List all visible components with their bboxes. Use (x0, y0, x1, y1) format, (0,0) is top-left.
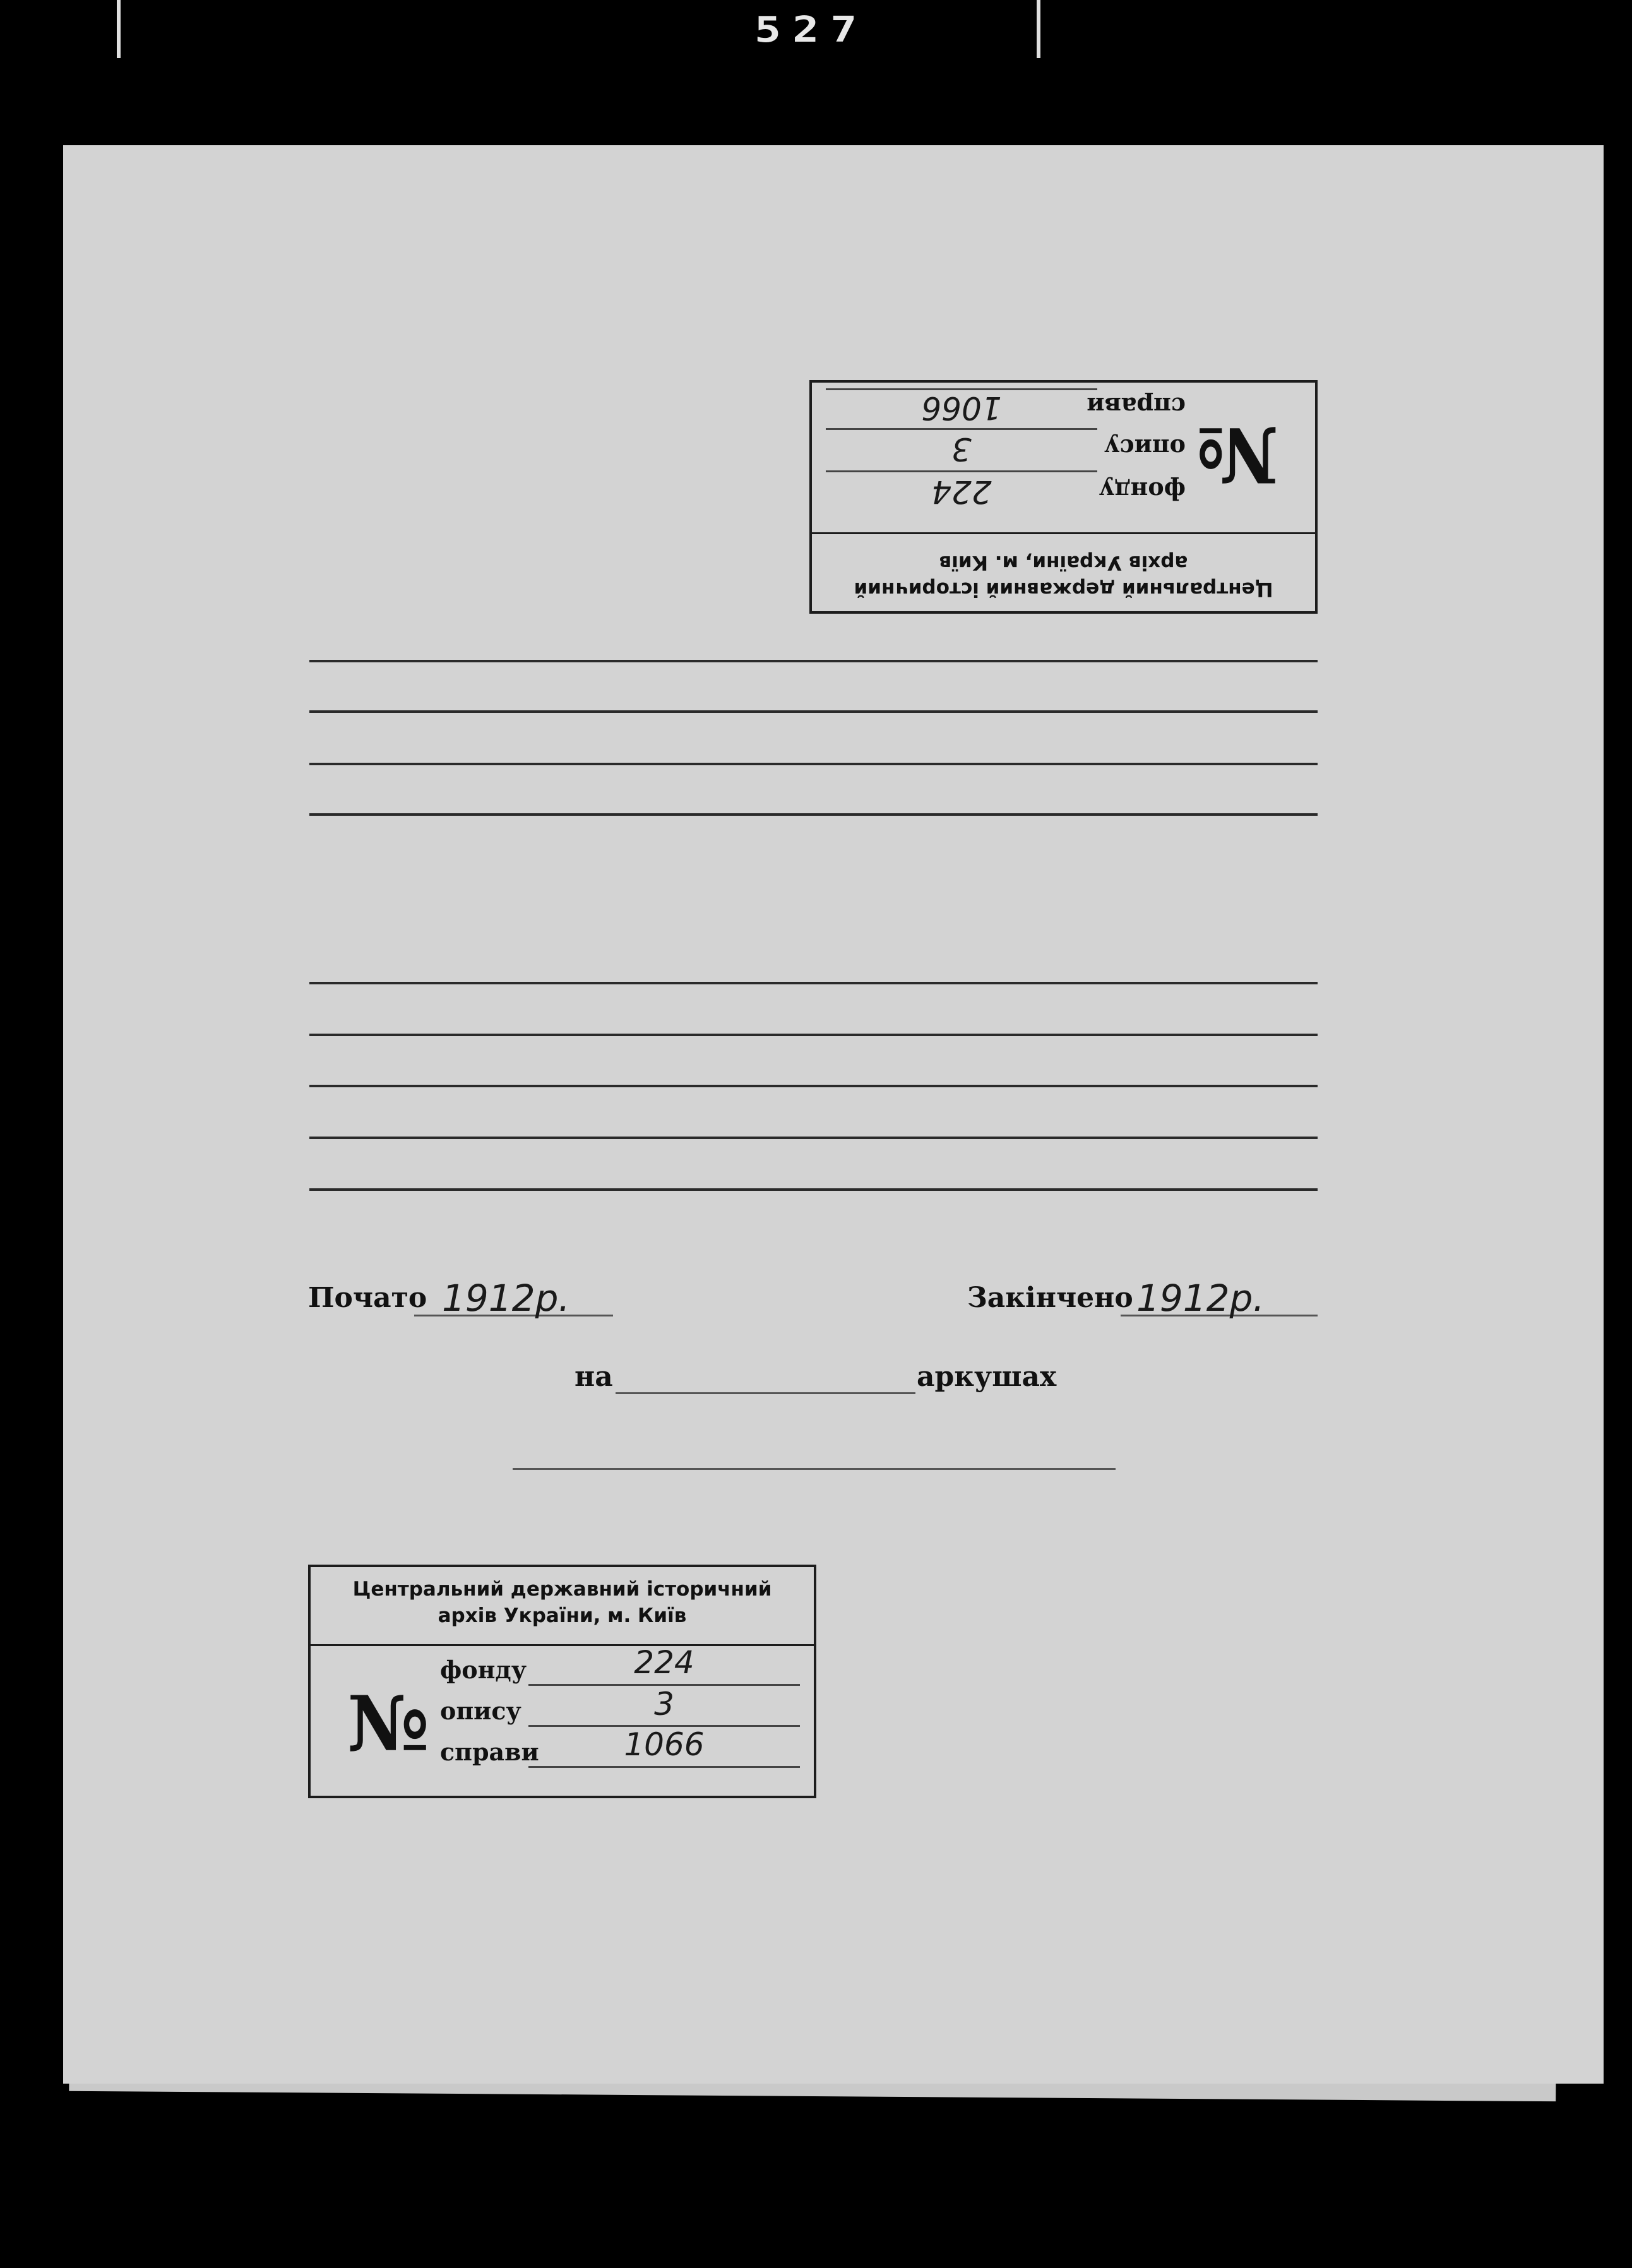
sprava-line (528, 1766, 800, 1768)
stamp-header-line2: архів України, м. Київ (438, 1604, 687, 1627)
title-line (309, 1034, 1318, 1036)
end-label: Закінчено (967, 1282, 1133, 1314)
stamp-header-line1: Центральний державний історичний (854, 578, 1273, 600)
start-value: 1912р. (442, 1277, 570, 1320)
stamp-header (311, 1567, 814, 1646)
number-sign: № (347, 1680, 426, 1769)
end-value: 1912р. (1136, 1277, 1265, 1320)
title-line (309, 1085, 1318, 1087)
title-line (309, 660, 1318, 662)
sheets-suffix: аркушах (917, 1361, 1057, 1393)
opys-value: 3 (654, 1686, 674, 1722)
stamp-header-line2: архів України, м. Київ (939, 551, 1188, 574)
opys-value: 3 (951, 431, 972, 467)
archive-stamp (308, 1565, 816, 1798)
frame-number: 527 (754, 9, 869, 51)
number-sign: № (1200, 410, 1278, 499)
opys-label: опису (440, 1697, 521, 1725)
title-line (309, 1137, 1318, 1139)
title-line (309, 710, 1318, 713)
signature-line (513, 1468, 1116, 1470)
fond-value: 224 (634, 1644, 694, 1681)
sprava-value: 1066 (921, 390, 1002, 426)
stamp-header (812, 532, 1315, 611)
film-edge-mark (1037, 0, 1040, 58)
start-label: Початo (308, 1282, 427, 1314)
opys-label: опису (1104, 434, 1186, 462)
title-line (309, 982, 1318, 984)
opys-line (826, 428, 1097, 430)
fond-line (826, 470, 1097, 472)
sprava-label: справи (440, 1738, 539, 1766)
fond-label: фонду (1099, 477, 1186, 505)
sheets-line (616, 1392, 915, 1394)
title-line (309, 813, 1318, 816)
fond-label: фонду (440, 1656, 527, 1684)
mirrored-archive-stamp (809, 380, 1318, 614)
title-line (309, 1188, 1318, 1191)
title-line (309, 763, 1318, 765)
fond-value: 224 (931, 474, 992, 510)
film-edge-mark (117, 0, 121, 58)
sprava-value: 1066 (624, 1726, 705, 1763)
sheets-prefix: на (575, 1361, 613, 1393)
sprava-label: справи (1087, 392, 1186, 421)
stamp-header-line1: Центральний державний історичний (352, 1578, 772, 1601)
